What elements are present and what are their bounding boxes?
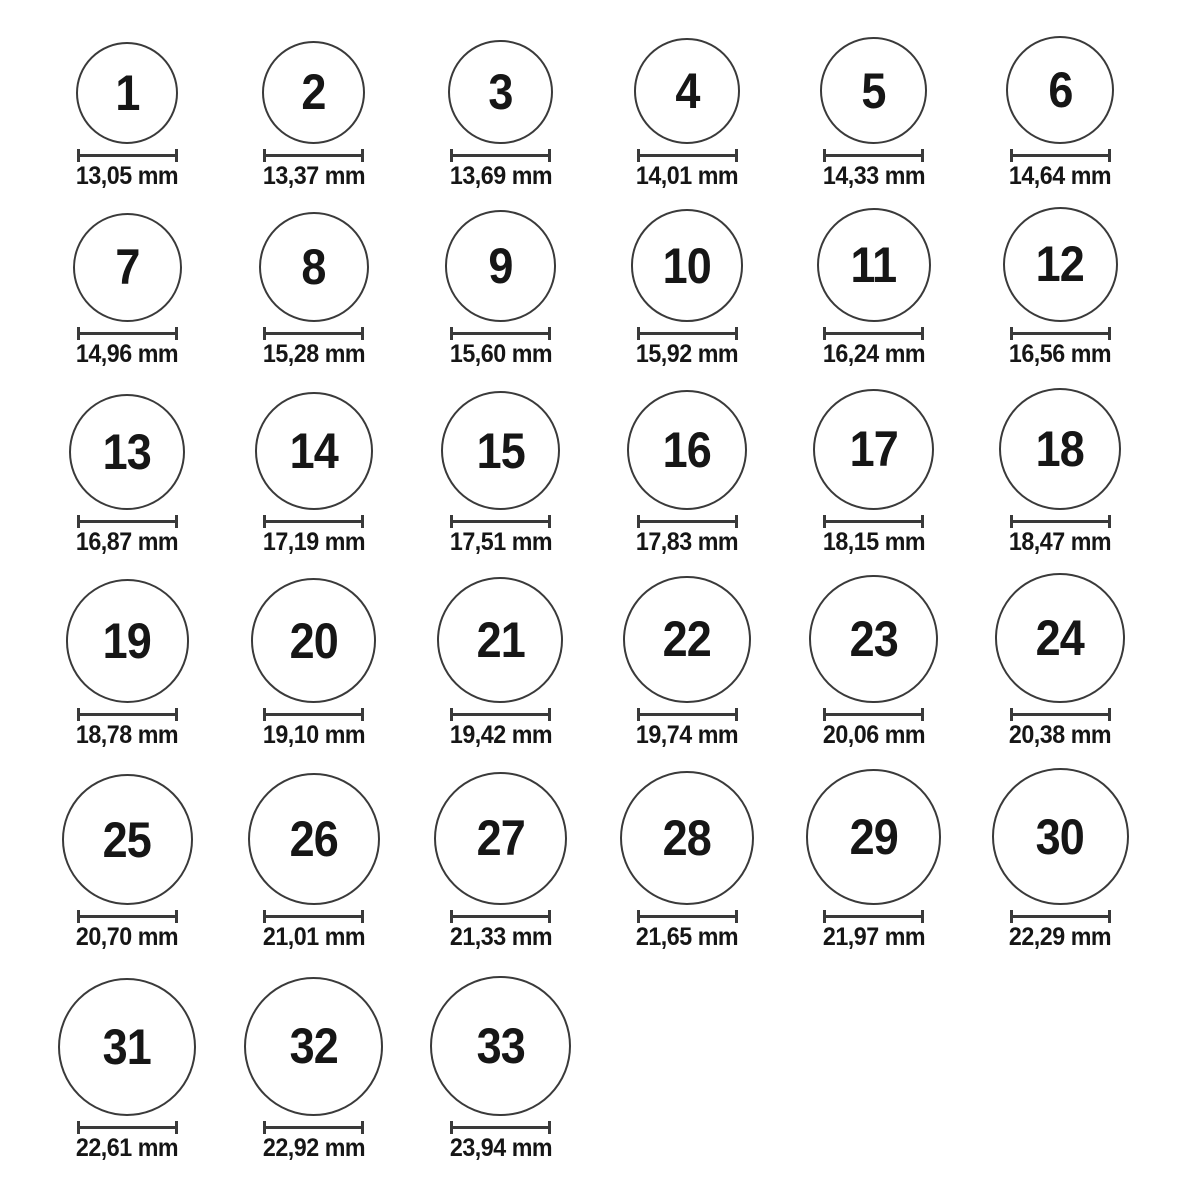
ring-size-item: [34, 978, 221, 1162]
diameter-measure-line: [450, 149, 551, 162]
ring-size-row: [34, 388, 1160, 556]
ring-circle: [69, 394, 185, 510]
measure-bar: [266, 1126, 361, 1129]
diameter-measure-line: [450, 515, 551, 528]
ring-size-number: 10: [662, 237, 712, 294]
diameter-label: 13,37 mm: [262, 162, 366, 190]
measure-bar: [1013, 915, 1108, 918]
diameter-label: 18,78 mm: [76, 721, 179, 749]
measure-bar: [453, 915, 548, 918]
diameter-label: 17,19 mm: [262, 528, 366, 556]
diameter-label: 14,01 mm: [635, 162, 739, 190]
ring-size-number: 8: [301, 238, 326, 295]
diameter-label: 15,28 mm: [262, 340, 366, 368]
measure-bar: [640, 915, 735, 918]
diameter-label: 21,65 mm: [635, 923, 739, 951]
diameter-measure-line: [637, 515, 738, 528]
ring-circle: [995, 573, 1125, 703]
diameter-measure-line: [450, 1121, 551, 1134]
diameter-measure-line: [637, 327, 738, 340]
ring-size-number: 3: [488, 63, 513, 120]
diameter-measure-line: [263, 708, 364, 721]
ring-size-number: 18: [1036, 420, 1085, 477]
measure-bar: [826, 520, 921, 523]
ring-size-item: [407, 577, 594, 749]
diameter-measure-line: [823, 708, 924, 721]
ring-size-number: 24: [1036, 610, 1085, 667]
measure-bar: [266, 915, 361, 918]
ring-circle: [445, 210, 557, 322]
diameter-label: 19,10 mm: [262, 721, 366, 749]
diameter-measure-line: [77, 708, 178, 721]
ring-circle: [66, 579, 190, 703]
ring-size-row: [34, 768, 1160, 951]
ring-circle: [262, 41, 365, 144]
ring-size-number: 20: [289, 612, 339, 669]
diameter-label: 18,15 mm: [822, 528, 925, 556]
ring-size-item: [780, 37, 967, 190]
ring-size-item: [221, 977, 408, 1162]
measure-bar: [80, 1126, 175, 1129]
measure-bar: [453, 332, 548, 335]
measure-bar: [266, 332, 361, 335]
ring-circle: [437, 577, 563, 703]
ring-size-number: 30: [1036, 808, 1085, 865]
ring-circle: [634, 38, 740, 144]
measure-bar: [80, 154, 175, 157]
ring-circle: [820, 37, 927, 144]
measure-bar: [266, 520, 361, 523]
diameter-measure-line: [637, 708, 738, 721]
ring-size-number: 14: [289, 423, 339, 480]
ring-size-item: [221, 773, 408, 951]
diameter-label: 19,74 mm: [635, 721, 739, 749]
measure-bar: [640, 154, 735, 157]
ring-size-item: [221, 41, 408, 190]
ring-size-item: [967, 207, 1154, 368]
ring-size-number: 19: [103, 613, 152, 670]
ring-size-number: 11: [850, 237, 897, 293]
ring-circle: [806, 769, 942, 905]
ring-size-item: [594, 38, 781, 190]
ring-size-number: 5: [861, 62, 886, 119]
diameter-label: 22,29 mm: [1009, 923, 1112, 951]
ring-circle: [251, 578, 376, 703]
ring-size-number: 15: [476, 422, 525, 479]
ring-size-item: [594, 209, 781, 368]
diameter-label: 17,51 mm: [449, 528, 552, 556]
measure-bar: [266, 154, 361, 157]
diameter-measure-line: [823, 327, 924, 340]
ring-size-number: 32: [289, 1018, 339, 1075]
measure-bar: [453, 520, 548, 523]
ring-size-number: 31: [103, 1019, 152, 1075]
diameter-label: 18,47 mm: [1009, 528, 1112, 556]
measure-bar: [640, 332, 735, 335]
ring-size-number: 16: [662, 422, 712, 478]
measure-bar: [826, 915, 921, 918]
ring-size-number: 27: [476, 810, 525, 867]
ring-size-item: [407, 210, 594, 368]
diameter-label: 13,69 mm: [449, 162, 552, 190]
ring-size-number: 29: [849, 809, 898, 866]
ring-size-item: [780, 769, 967, 951]
diameter-measure-line: [77, 327, 178, 340]
diameter-measure-line: [1010, 708, 1111, 721]
ring-size-item: [407, 976, 594, 1162]
ring-size-item: [34, 579, 221, 749]
diameter-measure-line: [77, 149, 178, 162]
ring-size-number: 22: [662, 611, 712, 668]
ring-circle: [62, 774, 193, 905]
ring-size-number: 6: [1048, 62, 1073, 118]
ring-circle: [255, 392, 373, 510]
diameter-measure-line: [823, 149, 924, 162]
ring-size-item: [967, 768, 1154, 951]
ring-circle: [58, 978, 196, 1116]
ring-size-item: [780, 208, 967, 368]
ring-circle: [259, 212, 369, 322]
diameter-measure-line: [1010, 515, 1111, 528]
measure-bar: [1013, 154, 1108, 157]
diameter-label: 16,24 mm: [822, 340, 925, 368]
ring-size-number: 1: [115, 65, 140, 121]
ring-size-item: [594, 576, 781, 749]
diameter-measure-line: [77, 910, 178, 923]
ring-circle: [1003, 207, 1118, 322]
ring-size-item: [594, 771, 781, 951]
ring-circle: [430, 976, 570, 1116]
measure-bar: [80, 520, 175, 523]
ring-size-number: 17: [849, 421, 898, 478]
ring-size-row: [34, 36, 1160, 190]
ring-circle: [434, 772, 567, 905]
diameter-measure-line: [450, 327, 551, 340]
ring-size-number: 12: [1036, 236, 1085, 293]
diameter-label: 20,38 mm: [1009, 721, 1112, 749]
ring-size-number: 28: [662, 809, 712, 866]
ring-circle: [448, 40, 552, 144]
diameter-measure-line: [77, 1121, 178, 1134]
ring-size-item: [967, 573, 1154, 749]
ring-size-number: 13: [103, 423, 152, 480]
ring-circle: [1006, 36, 1114, 144]
ring-size-number: 7: [115, 239, 140, 296]
measure-bar: [826, 332, 921, 335]
ring-size-item: [34, 42, 221, 190]
diameter-measure-line: [263, 515, 364, 528]
diameter-label: 16,56 mm: [1009, 340, 1112, 368]
ring-size-item: [34, 774, 221, 951]
ring-size-number: 33: [476, 1017, 525, 1074]
diameter-label: 16,87 mm: [76, 528, 179, 556]
diameter-label: 19,42 mm: [449, 721, 552, 749]
diameter-label: 13,05 mm: [76, 162, 179, 190]
ring-circle: [631, 209, 744, 322]
diameter-label: 21,97 mm: [822, 923, 925, 951]
diameter-measure-line: [823, 515, 924, 528]
diameter-measure-line: [263, 1121, 364, 1134]
ring-size-number: 2: [301, 64, 326, 121]
ring-size-item: [967, 36, 1154, 190]
measure-bar: [80, 915, 175, 918]
diameter-measure-line: [1010, 327, 1111, 340]
ring-size-item: [34, 213, 221, 368]
diameter-measure-line: [1010, 149, 1111, 162]
diameter-label: 21,01 mm: [262, 923, 366, 951]
ring-size-item: [407, 40, 594, 190]
ring-circle: [999, 388, 1121, 510]
diameter-measure-line: [637, 910, 738, 923]
measure-bar: [80, 713, 175, 716]
ring-size-item: [221, 578, 408, 749]
ring-size-number: 26: [289, 811, 339, 867]
diameter-label: 23,94 mm: [449, 1134, 552, 1162]
ring-size-number: 4: [675, 63, 700, 120]
diameter-label: 20,06 mm: [822, 721, 925, 749]
ring-circle: [623, 576, 750, 703]
measure-bar: [640, 520, 735, 523]
diameter-label: 17,83 mm: [635, 528, 739, 556]
diameter-label: 14,96 mm: [76, 340, 179, 368]
diameter-label: 20,70 mm: [76, 923, 179, 951]
ring-size-row: [34, 976, 1160, 1162]
measure-bar: [453, 1126, 548, 1129]
ring-size-row: [34, 207, 1160, 368]
ring-size-item: [594, 390, 781, 556]
measure-bar: [453, 713, 548, 716]
diameter-label: 22,61 mm: [76, 1134, 179, 1162]
measure-bar: [826, 713, 921, 716]
ring-circle: [76, 42, 178, 144]
ring-circle: [813, 389, 934, 510]
ring-size-item: [967, 388, 1154, 556]
diameter-measure-line: [263, 149, 364, 162]
ring-size-number: 25: [103, 811, 152, 868]
ring-size-item: [407, 391, 594, 556]
diameter-label: 21,33 mm: [449, 923, 552, 951]
diameter-measure-line: [263, 910, 364, 923]
measure-bar: [1013, 713, 1108, 716]
ring-circle: [244, 977, 383, 1116]
diameter-measure-line: [263, 327, 364, 340]
ring-circle: [620, 771, 754, 905]
measure-bar: [1013, 332, 1108, 335]
ring-size-item: [221, 392, 408, 556]
diameter-measure-line: [77, 515, 178, 528]
diameter-measure-line: [823, 910, 924, 923]
ring-circle: [248, 773, 380, 905]
ring-size-item: [780, 575, 967, 749]
diameter-label: 15,92 mm: [635, 340, 739, 368]
ring-size-number: 23: [849, 610, 898, 667]
ring-size-item: [34, 394, 221, 556]
measure-bar: [1013, 520, 1108, 523]
measure-bar: [80, 332, 175, 335]
diameter-measure-line: [450, 910, 551, 923]
ring-size-number: 9: [488, 238, 513, 295]
ring-circle: [73, 213, 182, 322]
ring-circle: [627, 390, 747, 510]
diameter-label: 14,64 mm: [1009, 162, 1112, 190]
measure-bar: [453, 154, 548, 157]
measure-bar: [266, 713, 361, 716]
ring-circle: [992, 768, 1129, 905]
ring-size-item: [780, 389, 967, 556]
ring-size-item: [407, 772, 594, 951]
diameter-measure-line: [450, 708, 551, 721]
diameter-label: 14,33 mm: [822, 162, 925, 190]
ring-size-item: [221, 212, 408, 368]
measure-bar: [640, 713, 735, 716]
diameter-measure-line: [637, 149, 738, 162]
diameter-label: 15,60 mm: [449, 340, 552, 368]
diameter-label: 22,92 mm: [262, 1134, 366, 1162]
ring-circle: [809, 575, 937, 703]
diameter-measure-line: [1010, 910, 1111, 923]
measure-bar: [826, 154, 921, 157]
ring-circle: [817, 208, 931, 322]
ring-size-number: 21: [476, 612, 525, 668]
ring-size-row: [34, 573, 1160, 749]
ring-circle: [441, 391, 560, 510]
